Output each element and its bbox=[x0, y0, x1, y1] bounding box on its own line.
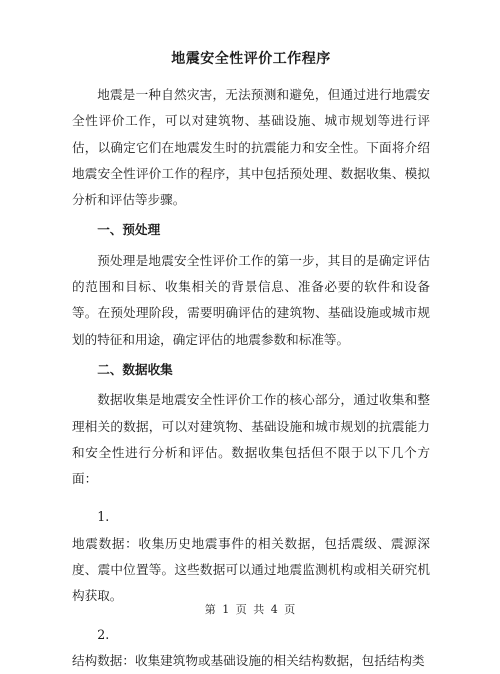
list-item-text: 结构数据：收集建筑物或基础设施的相关结构数据，包括结构类 bbox=[72, 652, 425, 668]
section-body-preprocess: 预处理是地震安全性评价工作的第一步，其目的是确定评估的范围和目标、收集相关的背景信息、准备必要的软件和设备等。在预处理阶段，需要明确评估的建筑物、基础设施或城市规划的特征和用途，确定评估的地震参数和标准等。 bbox=[72, 252, 430, 347]
section-body-data-collection: 数据收集是地震安全性评价工作的核心部分，通过收集和整理相关的数据，可以对建筑物、基础设施和城市规划的抗震能力和安全性进行分析和评估。数据收集包括但不限于以下几个方面： bbox=[72, 392, 430, 487]
intro-paragraph: 地震是一种自然灾害，无法预测和避免，但通过进行地震安全性评价工作，可以对建筑物、基础设施、城市规划等进行评估，以确定它们在地震发生时的抗震能力和安全性。下面将介绍地震安全性评价工作的程序，其中包括预处理、数据收集、模拟分析和评估等步骤。 bbox=[72, 87, 430, 208]
list-item-number: 1. bbox=[97, 509, 110, 525]
list-item-number: 2. bbox=[97, 626, 110, 642]
section-heading-preprocess: 一、预处理 bbox=[97, 222, 161, 238]
document-body bbox=[72, 48, 430, 674]
document-title: 地震安全性评价工作程序 bbox=[171, 51, 331, 67]
section-heading-data-collection: 二、数据收集 bbox=[97, 361, 173, 377]
list-item-text: 地震数据：收集历史地震事件的相关数据，包括震级、震源深度、震中位置等。这些数据可以通过地震监测机构或相关研究机构获取。 bbox=[72, 535, 430, 604]
page-footer: 第 1 页 共 4 页 bbox=[204, 603, 296, 616]
